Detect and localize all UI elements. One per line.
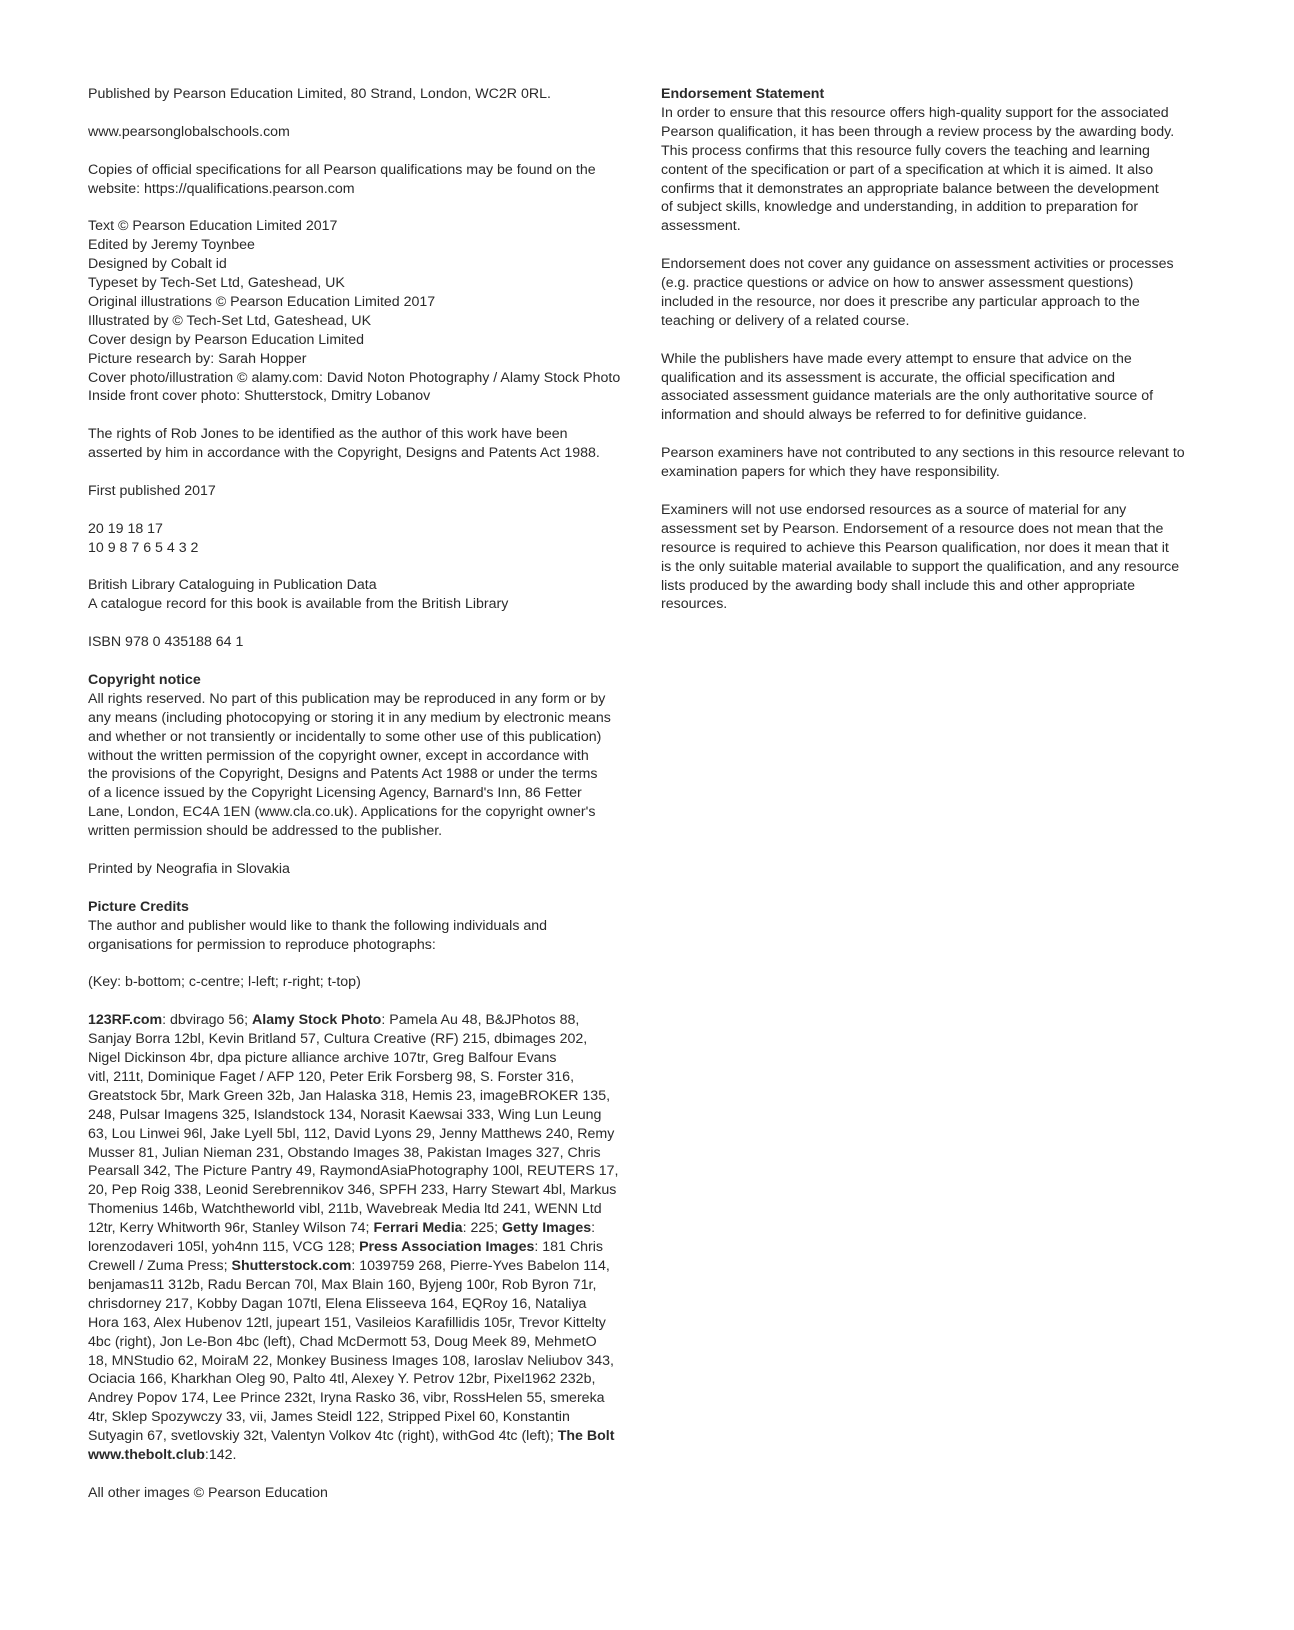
text-line: Typeset by Tech-Set Ltd, Gateshead, UK [88,275,345,292]
specifications-paragraph [88,161,636,199]
text-line: Pearson qualification, it has been through a review process by the awarding body. [661,123,1175,140]
credit-text: Greatstock 5br, Mark Green 32b, Jan Halaska 318, Hemis 23, imageBROKER 135, [88,1087,611,1104]
text-line: included in the resource, nor does it prescribe any particular approach to the [661,293,1140,310]
text-line: Original illustrations © Pearson Education Limited 2017 [88,293,436,310]
text-line: British Library Cataloguing in Publication Data [88,577,377,594]
all-other-images-text: All other images © Pearson Education [88,1484,328,1501]
text-line: Picture research by: Sarah Hopper [88,350,307,367]
credit-text: : 1039759 268, Pierre-Yves Babelon 114, [351,1257,610,1274]
left-column [88,85,636,1522]
credits-key-text: (Key: b-bottom; c-centre; l-left; r-right; t-top) [88,974,361,991]
credit-text: 4bc (right), Jon Le-Bon 4bc (left), Chad McDermott 53, Doug Meek 89, MehmetO [88,1333,597,1350]
text-line: asserted by him in accordance with the Copyright, Designs and Patents Act 1988. [88,445,600,462]
text-line: and whether or not transiently or incidentally to some other use of this publication) [88,728,602,745]
credit-line [88,1257,636,1276]
copyright-notice [88,671,636,841]
credit-text: lorenzodaveri 105l, yoh4nn 115, VCG 128; [88,1239,360,1256]
text-line: In order to ensure that this resource offers high-quality support for the associated [661,104,1169,121]
text-line: organisations for permission to reproduce photographs: [88,936,436,953]
text-line: All rights reserved. No part of this publication may be reproduced in any form or by [88,690,606,707]
endorsement-paragraph-1 [661,104,1209,236]
text-line: written permission should be addressed to the publisher. [88,823,443,840]
text-line: Pearson examiners have not contributed to any sections in this resource relevant to [661,445,1185,462]
credit-text: : 225; [462,1220,503,1237]
endorsement-paragraph-4 [661,444,1209,482]
credit-text: chrisdorney 217, Kobby Dagan 107tl, Elena Elisseeva 164, EQRoy 16, Nataliya [88,1295,587,1312]
credit-text: 20, Pep Roig 338, Leonid Serebrennikov 346, SPFH 233, Harry Stewart 4bl, Markus [88,1182,617,1199]
credit-line [88,1030,636,1049]
endorsement-paragraph-2 [661,255,1209,331]
text-line: information and should always be referred to for definitive guidance. [661,407,1087,424]
picture-credits-heading: Picture Credits [88,898,189,915]
credit-line [88,1049,636,1068]
copyright-body [88,690,636,841]
picture-credits-thanks [88,917,636,955]
text-line: The author and publisher would like to thank the following individuals and [88,917,548,934]
text-line: Cover design by Pearson Education Limited [88,331,365,348]
credit-source-name: The Bolt [557,1428,615,1445]
all-other-images [88,1484,636,1503]
credit-line [88,1162,636,1181]
text-line: the provisions of the Copyright, Designs and Patents Act 1988 or under the terms [88,766,598,783]
credit-line [88,1276,636,1295]
credit-text: Andrey Popov 174, Lee Prince 232t, Iryna Rasko 36, vibr, RossHelen 55, smereka [88,1390,605,1407]
text-line: content of the specification or part of a specification at which it is aimed. It also [661,161,1154,178]
website-text: www.pearsonglobalschools.com [88,123,290,140]
text-line: Inside front cover photo: Shutterstock, Dmitry Lobanov [88,388,431,405]
endorsement-statement [661,85,1209,236]
credit-line [88,1087,636,1106]
endorsement-heading: Endorsement Statement [661,86,825,102]
first-published [88,482,636,501]
text-line: any means (including photocopying or storing it in any medium by electronic means [88,709,611,726]
isbn [88,633,636,652]
endorsement-paragraph-3 [661,350,1209,426]
text-line: resources. [661,596,728,613]
text-line: The rights of Rob Jones to be identified as the author of this work have been [88,426,568,443]
credit-text: vitl, 211t, Dominique Faget / AFP 120, Peter Erik Forsberg 98, S. Forster 316, [88,1068,575,1085]
print-line [88,520,636,558]
credit-source-name: www.thebolt.club [88,1447,205,1464]
text-line: confirms that it demonstrates an appropriate balance between the development [661,180,1159,197]
credit-source-name: Alamy Stock Photo [252,1012,382,1029]
credit-line [88,1144,636,1163]
website-line [88,123,636,142]
print-numbers: 10 9 8 7 6 5 4 3 2 [88,539,199,556]
credit-line [88,1314,636,1333]
credit-text: Pearsall 342, The Picture Pantry 49, RaymondAsiaPhotography 100l, REUTERS 17, [88,1163,619,1180]
text-line: qualification and its assessment is accurate, the official specification and [661,369,1115,386]
credit-text: : Pamela Au 48, B&JPhotos 88, [381,1012,580,1029]
text-line: Lane, London, EC4A 1EN (www.cla.co.uk). Applications for the copyright owner's [88,804,596,821]
credit-line [88,1125,636,1144]
text-line: of a licence issued by the Copyright Licensing Agency, Barnard's Inn, 86 Fetter [88,785,582,802]
publisher-line [88,85,636,104]
text-line: A catalogue record for this book is available from the British Library [88,596,509,613]
credit-source-name: Shutterstock.com [231,1257,352,1274]
credit-line [88,1389,636,1408]
first-published-text: First published 2017 [88,482,216,499]
credit-text: : dbvirago 56; [162,1012,253,1029]
text-line: associated assessment guidance materials are the only authoritative source of [661,388,1154,405]
author-rights-paragraph [88,425,636,463]
text-line: While the publishers have made every attempt to ensure that advice on the [661,350,1132,367]
credit-line [88,1068,636,1087]
photo-credits-list [88,1011,636,1465]
credit-text: Crewell / Zuma Press; [88,1257,232,1274]
text-line: assessment set by Pearson. Endorsement of a resource does not mean that the [661,520,1164,537]
production-credits [88,217,636,406]
text-line: This process confirms that this resource fully covers the teaching and learning [661,142,1150,159]
isbn-text: ISBN 978 0 435188 64 1 [88,634,244,651]
text-line: Text © Pearson Education Limited 2017 [88,218,338,235]
credit-text: :142. [204,1447,237,1464]
text-line: Illustrated by © Tech-Set Ltd, Gateshead, UK [88,312,372,329]
credit-line [88,1427,636,1446]
text-line: website: https://qualifications.pearson.com [88,180,355,197]
credit-line [88,1238,636,1257]
text-line: (e.g. practice questions or advice on how to answer assessment questions) [661,275,1134,292]
credit-text: Sanjay Borra 12bl, Kevin Britland 57, Cultura Creative (RF) 215, dbimages 202, [88,1031,588,1048]
text-line: teaching or delivery of a related course. [661,312,910,329]
picture-credits [88,898,636,955]
credit-source-name: Press Association Images [359,1239,535,1256]
credit-text: 18, MNStudio 62, MoiraM 22, Monkey Business Images 108, Iaroslav Neliubov 343, [88,1352,614,1369]
text-line: Endorsement does not cover any guidance on assessment activities or processes [661,256,1174,273]
credit-line [88,1370,636,1389]
right-column [661,85,1209,633]
cataloguing-data [88,576,636,614]
credit-line [88,1446,636,1465]
credit-text: Thomenius 146b, Watchtheworld vibl, 211b, Wavebreak Media ltd 241, WENN Ltd [88,1201,602,1218]
credit-text: 248, Pulsar Imagens 325, Islandstock 134, Norasit Kaewsai 333, Wing Lun Leung [88,1106,602,1123]
credit-line [88,1011,636,1030]
credit-source-name: Ferrari Media [373,1220,463,1237]
printed-by [88,860,636,879]
credit-line [88,1106,636,1125]
credit-text: Hora 163, Alex Hubenov 12tl, jupeart 151, Vasileios Karafillidis 105r, Trevor Kittelty [88,1314,606,1331]
credit-line [88,1295,636,1314]
credit-source-name: 123RF.com [88,1012,163,1029]
credit-line [88,1352,636,1371]
text-line: without the written permission of the copyright owner, except in accordance with [88,747,589,764]
credit-text: : 181 Chris [534,1239,603,1256]
credit-text: 4tr, Sklep Spozywczy 33, vii, James Steidl 122, Stripped Pixel 60, Konstantin [88,1409,570,1426]
text-line: assessment. [661,218,741,235]
copyright-heading: Copyright notice [88,671,201,688]
text-line: resource is required to achieve this Pearson qualification, nor does it mean that it [661,539,1169,556]
credit-text: 63, Lou Linwei 96l, Jake Lyell 5bl, 112, David Lyons 29, Jenny Matthews 240, Remy [88,1125,615,1142]
credit-text: 12tr, Kerry Whitworth 96r, Stanley Wilson 74; [88,1220,374,1237]
credit-source-name: Getty Images [502,1220,592,1237]
credit-text: Ociacia 166, Kharkhan Oleg 90, Palto 4tl, Alexey Y. Petrov 12br, Pixel1962 232b, [88,1371,596,1388]
credit-text: : [591,1220,596,1237]
credit-text: Musser 81, Julian Nieman 231, Obstando Images 38, Pakistan Images 327, Chris [88,1144,601,1161]
text-line: lists produced by the awarding body shall include this and other appropriate [661,577,1135,594]
credit-text: Sutyagin 67, svetlovskiy 32t, Valentyn Volkov 4tc (right), withGod 4tc (left); [88,1428,558,1445]
credits-key [88,973,636,992]
text-line: is the only suitable material available to support the qualification, and any resource [661,558,1180,575]
credit-line [88,1408,636,1427]
text-line: Copies of official specifications for all Pearson qualifications may be found on the [88,161,596,178]
publisher-text: Published by Pearson Education Limited, 80 Strand, London, WC2R 0RL. [88,86,551,102]
endorsement-paragraph-5 [661,501,1209,614]
text-line: examination papers for which they have responsibility. [661,464,1000,481]
text-line: of subject skills, knowledge and understanding, in addition to preparation for [661,199,1139,216]
credit-line [88,1181,636,1200]
credit-text: Nigel Dickinson 4br, dpa picture alliance archive 107tr, Greg Balfour Evans [88,1050,557,1067]
print-years: 20 19 18 17 [88,520,163,537]
printed-by-text: Printed by Neografia in Slovakia [88,861,290,877]
credit-line [88,1333,636,1352]
text-line: Cover photo/illustration © alamy.com: David Noton Photography / Alamy Stock Photo [88,369,621,386]
text-line: Examiners will not use endorsed resources as a source of material for any [661,501,1127,518]
credit-line [88,1200,636,1219]
text-line: Edited by Jeremy Toynbee [88,237,255,254]
text-line: Designed by Cobalt id [88,256,227,273]
credit-text: benjamas11 312b, Radu Bercan 70l, Max Blain 160, Byjeng 100r, Rob Byron 71r, [88,1276,597,1293]
credit-line [88,1219,636,1238]
